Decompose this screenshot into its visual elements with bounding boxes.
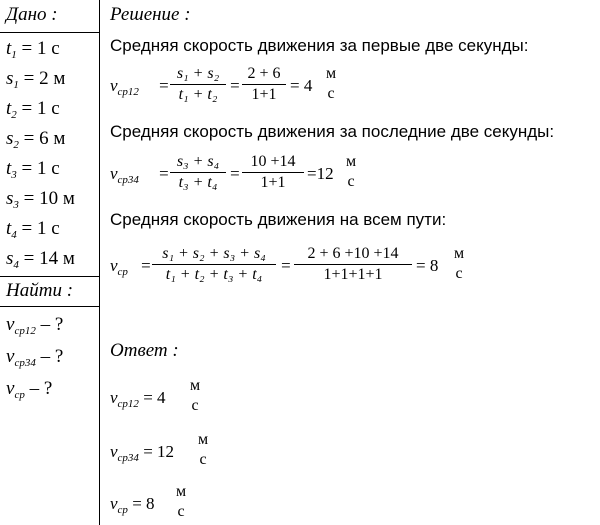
step2-eq: =: [229, 164, 241, 183]
step3-fraction-symbolic: $\frac{\text{s₁ + s₂ + s₃ + s₄}}{\text{t₁ + t₂ + t₃ + t₄}}$: [152, 244, 276, 285]
find-header-rule: [0, 306, 99, 307]
step1-result: = 4: [290, 76, 313, 95]
step1-fraction-numeric: $\frac{2 + 6}{1+1}$: [242, 64, 286, 105]
step2-fraction-numeric: $\frac{10 +14}{1+1}$: [242, 152, 304, 193]
given-item: $s_4 = 14$ м: [6, 248, 75, 271]
given-item: $s_1 = 2$ м: [6, 68, 66, 91]
given-header-rule: [0, 32, 99, 33]
find-title: Найти :: [6, 280, 74, 301]
step2-result: =12: [307, 164, 334, 183]
given-title: Дано :: [6, 4, 58, 25]
answer-unit: м с: [197, 431, 209, 468]
find-item: $v_{ср12}$ – ?: [6, 314, 64, 337]
step2-fraction-symbolic: $\frac{\text{s₃ + s₄}}{\text{t₃ + t₄}}$: [170, 152, 226, 193]
step1-lhs: $v_{ср12}$: [110, 76, 139, 98]
answer-unit: м с: [189, 377, 201, 414]
given-item: $t_2 = 1$ с: [6, 98, 60, 121]
solution-title: Решение :: [110, 4, 191, 25]
step1-text: Средняя скорость движения за первые две секунды:: [110, 36, 529, 55]
step1-fraction-symbolic: $\frac{\text{s₁ + s₂}}{\text{t₁ + t₂}}$: [170, 64, 226, 105]
given-item: $t_3 = 1$ с: [6, 158, 60, 181]
step3-fraction-numeric: $\frac{2 + 6 +10 +14}{1+1+1+1}$: [294, 244, 412, 285]
step2-unit: м с: [345, 153, 357, 190]
answer-title: Ответ :: [110, 340, 179, 361]
step3-text: Средняя скорость движения на всем пути:: [110, 210, 447, 229]
given-item: $s_3 = 10$ м: [6, 188, 75, 211]
given-item: $s_2 = 6$ м: [6, 128, 66, 151]
column-divider: [99, 0, 100, 525]
find-item: $v_{ср}$ – ?: [6, 378, 53, 401]
step1-eq: =: [158, 76, 170, 95]
find-item: $v_{ср34}$ – ?: [6, 346, 64, 369]
step2-eq: =: [158, 164, 170, 183]
step1-unit: м с: [325, 65, 337, 102]
step3-unit: м с: [453, 245, 465, 282]
find-top-rule: [0, 276, 99, 277]
step3-lhs: $v_{ср}$: [110, 256, 128, 278]
answer-unit: м с: [175, 483, 187, 520]
given-item: $t_4 = 1$ с: [6, 218, 60, 241]
step1-eq: =: [229, 76, 241, 95]
answer-item: $v_{ср} = 8$: [110, 494, 155, 516]
given-item: $t_1 = 1$ с: [6, 38, 60, 61]
step3-eq: =: [140, 256, 152, 275]
step2-lhs: $v_{ср34}$: [110, 164, 139, 186]
answer-item: $v_{ср34} = 12$: [110, 442, 175, 464]
step3-eq: =: [280, 256, 292, 275]
answer-item: $v_{ср12} = 4$: [110, 388, 166, 410]
step3-result: = 8: [416, 256, 439, 275]
step2-text: Средняя скорость движения за последние две секунды:: [110, 122, 555, 141]
